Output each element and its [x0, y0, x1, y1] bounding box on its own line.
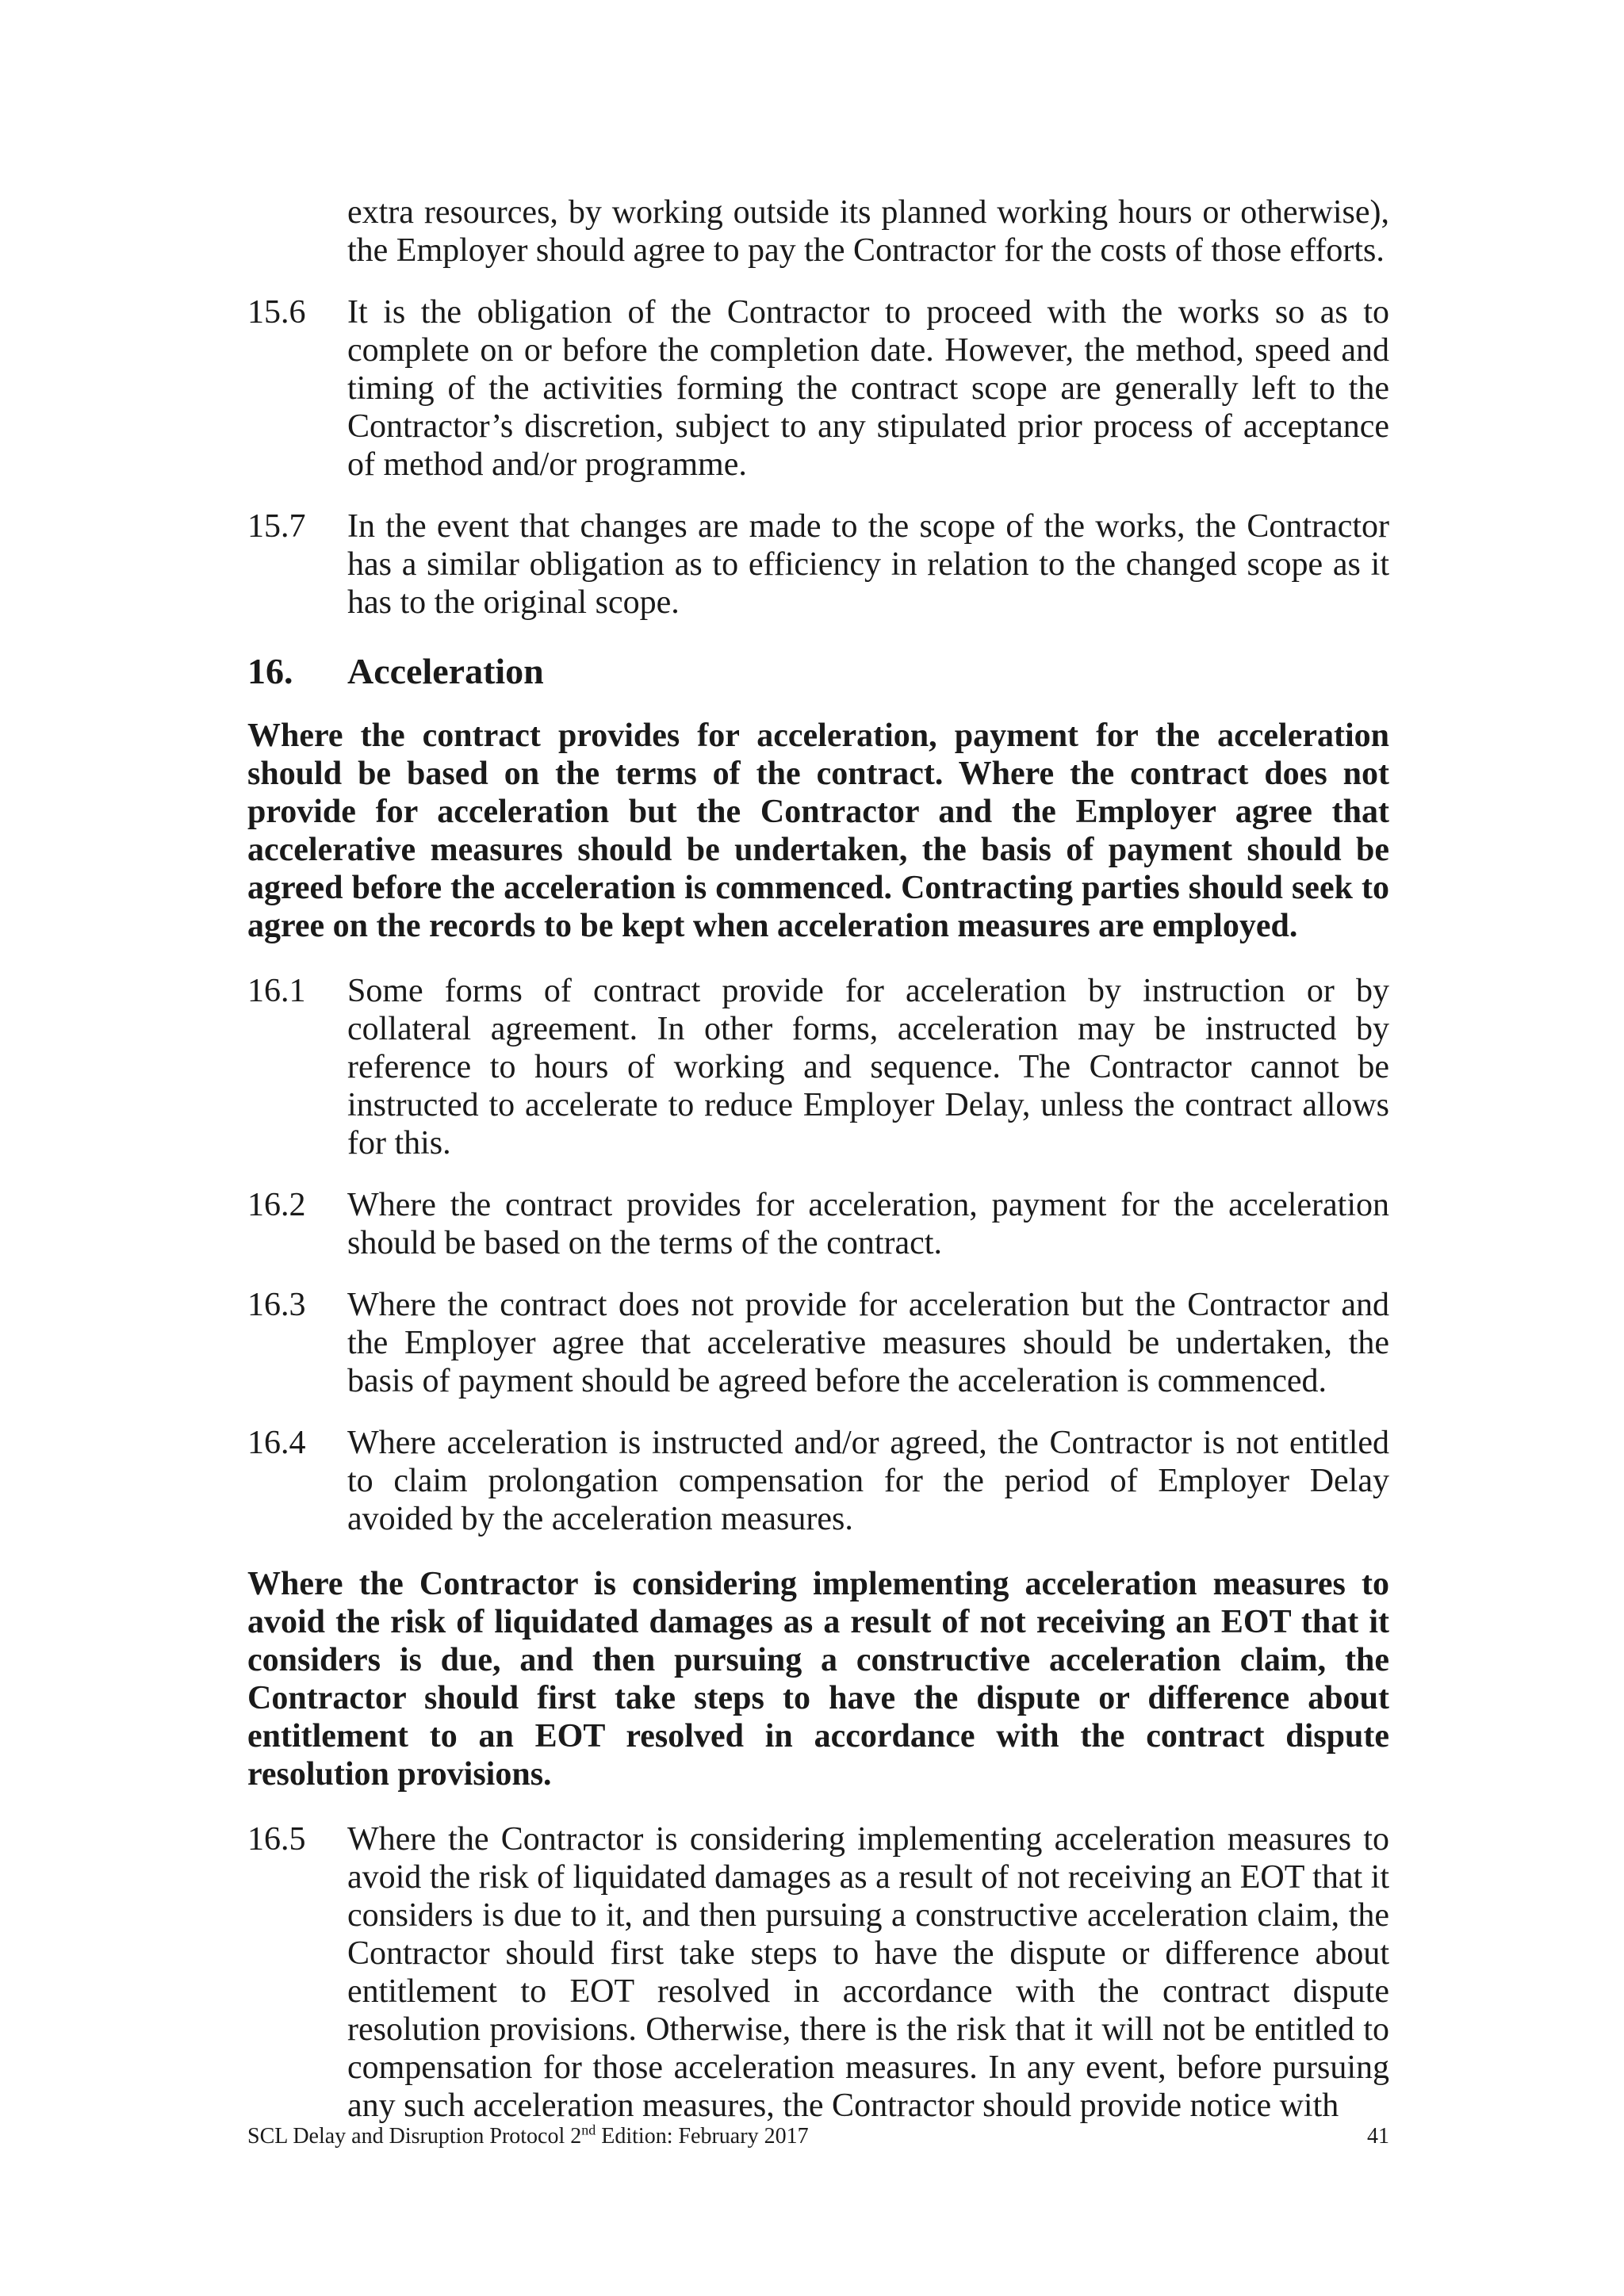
- continuation-text: extra resources, by working outside its planned working hours or otherwise), the Employer should agree to pay the Contractor for the costs of those efforts.: [347, 194, 1389, 269]
- paragraph-text: In the event that changes are made to the scope of the works, the Contractor has a similar obligation as to efficiency in relation to the changed scope as it has to the original scope.: [347, 508, 1389, 621]
- paragraph-number: 15.7: [247, 508, 306, 545]
- footer-title: SCL Delay and Disruption Protocol 2nd Edition: February 2017: [247, 2122, 809, 2149]
- paragraph-text: Where acceleration is instructed and/or agreed, the Contractor is not entitled to claim prolongation compensation for the period of Employer Delay avoided by the acceleration measures.: [347, 1425, 1389, 1537]
- principle-statement-2: Where the Contractor is considering implementing acceleration measures to avoid the risk of liquidated damages as a result of not receiving an EOT that it considers is due, and then pursuing a constructive acceleration claim, the Contractor should first take steps to have the dispute or difference about entitlement to an EOT resolved in accordance with the contract dispute resolution provisions.: [247, 1566, 1389, 1793]
- paragraph-15-7: [247, 507, 1389, 622]
- paragraph-16-1: [247, 972, 1389, 1162]
- paragraph-number: 16.5: [247, 1821, 306, 1858]
- paragraph-text: Where the contract provides for acceleration, payment for the acceleration should be based on the terms of the contract.: [347, 1187, 1389, 1261]
- paragraph-text: Some forms of contract provide for acceleration by instruction or by collateral agreement. In other forms, acceleration may be instructed by reference to hours of working and sequence. The Contractor cannot be instructed to accelerate to reduce Employer Delay, unless the contract allows for this.: [347, 973, 1389, 1161]
- footer-superscript: nd: [581, 2122, 596, 2138]
- paragraph-number: 16.1: [247, 973, 306, 1009]
- section-title: Acceleration: [347, 651, 544, 691]
- paragraph-number: 16.3: [247, 1287, 306, 1323]
- paragraph-text: Where the contract does not provide for acceleration but the Contractor and the Employer agree that accelerative measures should be undertaken, the basis of payment should be agreed before the acceleration is commenced.: [347, 1287, 1389, 1399]
- paragraph-number: 16.4: [247, 1425, 306, 1461]
- section-heading: [247, 650, 1389, 693]
- paragraph-number: 15.6: [247, 294, 306, 331]
- paragraph-16-5: [247, 1820, 1389, 2125]
- paragraph-text: Where the Contractor is considering implementing acceleration measures to avoid the risk of liquidated damages as a result of not receiving an EOT that it considers is due to it, and then pursuing a constructive acceleration claim, the Contractor should first take steps to have the dispute or difference about entitlement to EOT resolved in accordance with the contract dispute resolution provisions. Otherwise, there is the risk that it will not be entitled to compensation for those acceleration measures. In any event, before pursuing any such acceleration measures, the Contractor should provide notice with: [347, 1821, 1389, 2124]
- section-number: 16.: [247, 651, 293, 691]
- principle-statement-1: Where the contract provides for acceleration, payment for the acceleration should be based on the terms of the contract. Where the contract does not provide for acceleration but the Contractor and the Employer agree that accelerative measures should be undertaken, the basis of payment should be agreed before the acceleration is commenced. Contracting parties should seek to agree on the records to be kept when acceleration measures are employed.: [247, 718, 1389, 944]
- page-footer: [247, 2123, 1389, 2150]
- page-number: 41: [1367, 2124, 1389, 2149]
- paragraph-16-4: [247, 1424, 1389, 1538]
- paragraph-16-3: [247, 1286, 1389, 1400]
- page-body: [247, 193, 1389, 2125]
- paragraph-16-2: [247, 1186, 1389, 1262]
- paragraph-15-6: [247, 293, 1389, 484]
- paragraph-text: It is the obligation of the Contractor to proceed with the works so as to complete on or before the completion date. However, the method, speed and timing of the activities forming the contract scope are generally left to the Contractor’s discretion, subject to any stipulated prior process of acceptance of method and/or programme.: [347, 294, 1389, 483]
- paragraph-number: 16.2: [247, 1187, 306, 1223]
